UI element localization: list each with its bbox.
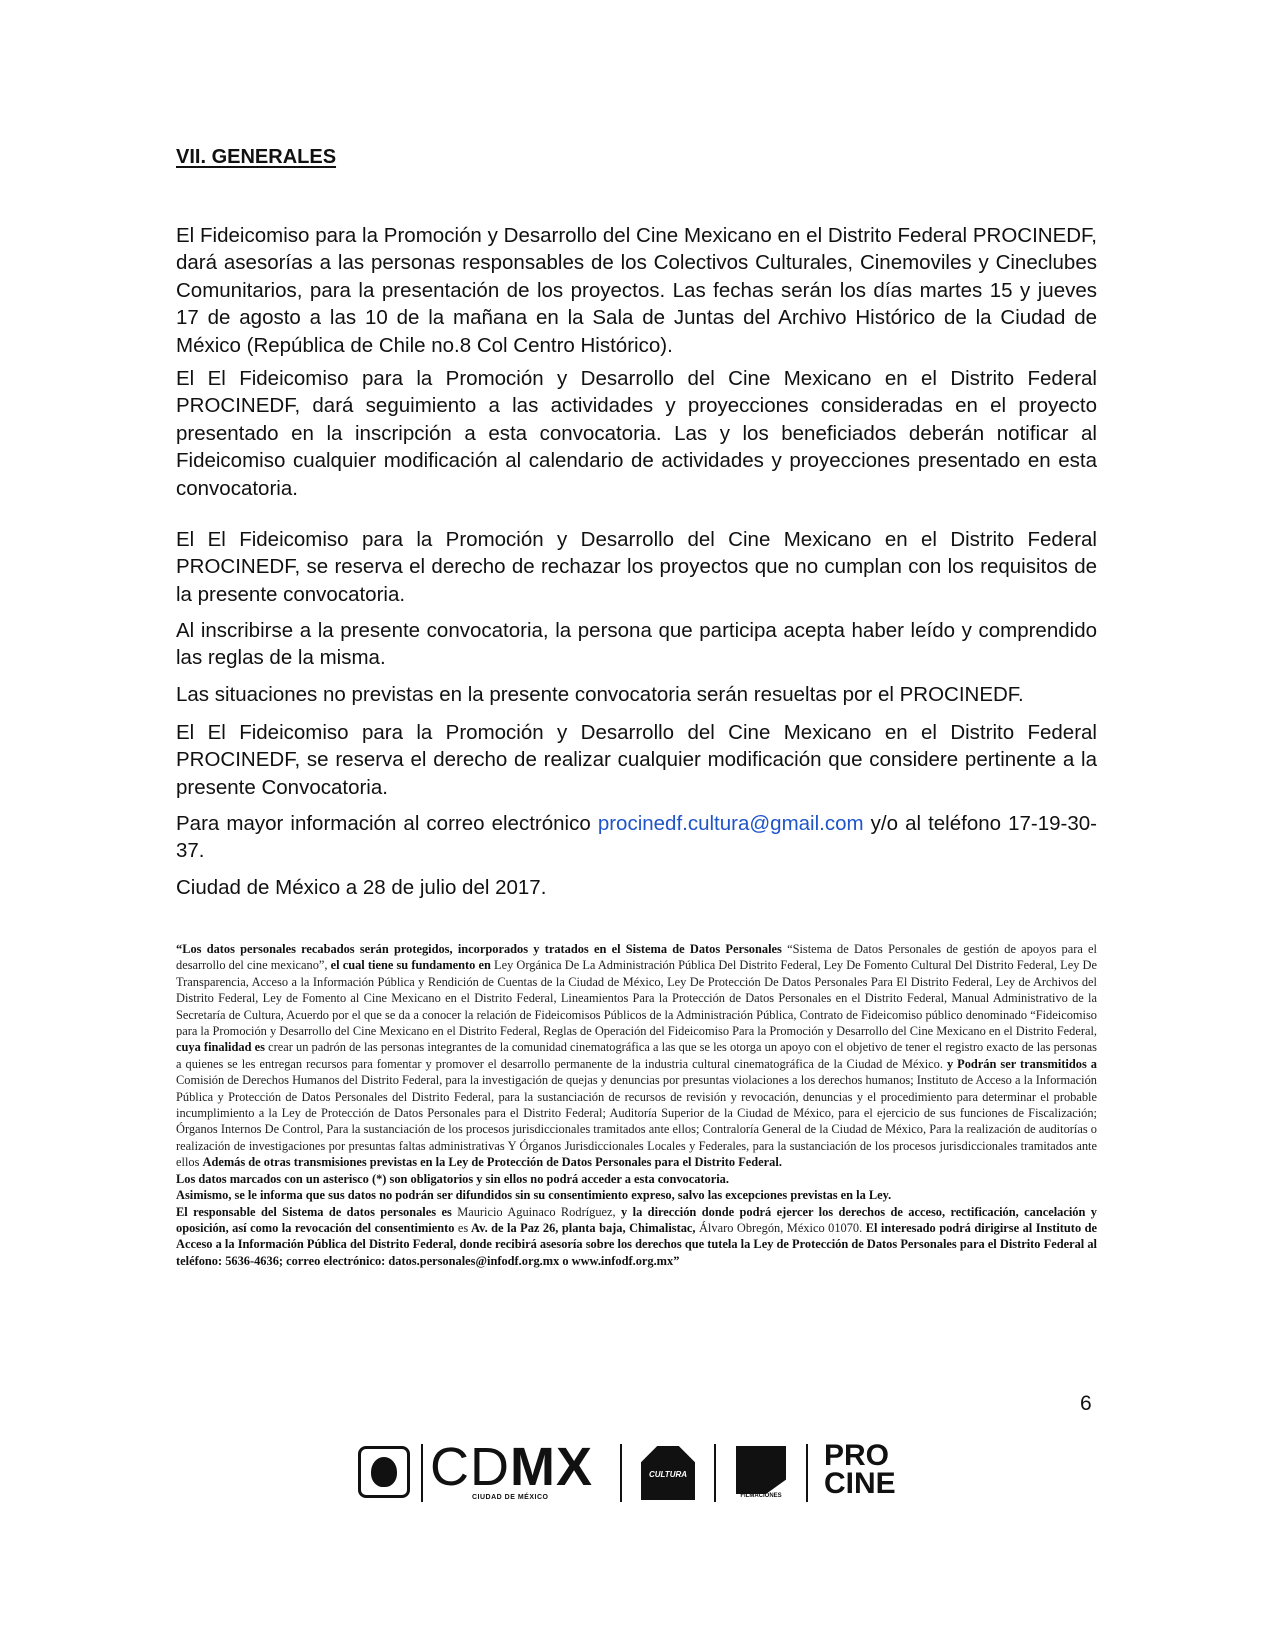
paragraph-seguimiento: El El Fideicomiso para la Promoción y Desarrollo del Cine Mexicano en el Distrito Federal PROCINEDF, dará seguimiento a las actividades y proyecciones consideradas en el proyecto presentado en la inscripción a esta convocatoria. Las y los beneficiados deberán notificar al Fideicomiso cualquier modificación al calendario de actividades y proyecciones presentado en esta convocatoria. xyxy=(176,367,1097,500)
privacy-paragraph-main: “Los datos personales recabados serán protegidos, incorporados y tratados en el Sistema de Datos Personales “Sistema de Datos Personales de gestión de apoyos para el desarrollo del cine mexicano”, el cual tiene su fundamento en Ley Orgánica De La Administración Pública Del Distrito Federal, Ley De Fomento Cultural Del Distrito Federal, Ley De Transparencia, Acceso a la Información Pública y Rendición de Cuentas de la Ciudad de México, Ley De Protección De Datos Personales Para El Distrito Federal, Ley de Archivos del Distrito Federal, Ley de Fomento al Cine Mexicano en el Distrito Federal, Lineamientos Para la Protección de Datos Personales en el Distrito Federal, Manual Administrativo de la Secretaría de Cultura, Acuerdo por el que se da a conocer la relación de Fideicomisos Públicos de la Administración Pública, Contrato de Fideicomiso público denominado “Fideicomiso para la Promoción y Desarrollo del Cine Mexicano en el Distrito Federal, Reglas de Operación del Fideicomiso Para la Promoción y Desarrollo del Cine Mexicano en el Distrito Federal, cuya finalidad es crear un padrón de las personas integrantes de la comunidad cinematográfica a las que se les otorga un apoyo con el objetivo de tener el registro exacto de las personas a quienes se les entregan recursos para fomentar y promover el desarrollo permanente de la industria cultural cinematográfica de la Ciudad de México. y Podrán ser transmitidos a Comisión de Derechos Humanos del Distrito Federal, para la investigación de quejas y denuncias por presuntas violaciones a los derechos humanos; Instituto de Acceso a la Información Pública y Protección de Datos Personales del Distrito Federal, para la sustanciación de recursos de revisión y revocación, denuncias y el procedimiento para determinar el probable incumplimiento a la Ley de Protección de Datos Personales para el Distrito Federal; Auditoría Superior de la Ciudad de México, para el ejercicio de sus funciones de Fiscalización; Órganos Internos De Control, Para la sustanciación de los procesos jurisdiccionales tramitados ante ellos; Contraloría General de la Ciudad de México, Para la realización de auditorías o realización de investigaciones por presuntas faltas administrativas Y Órganos Jurisdiccionales Locales y Federales, para la sustanciación de los procesos jurisdiccionales tramitados ante ellos Además de otras transmisiones previstas en la Ley de Protección de Datos Personales para el Distrito Federal. xyxy=(176,942,1098,1170)
paragraph-situaciones: Las situaciones no previstas en la presente convocatoria serán resueltas por el PROCINEDF. xyxy=(176,683,1024,706)
date-line: Ciudad de México a 28 de julio del 2017. xyxy=(176,876,547,899)
filmaciones-logo-text: FILMACIONES xyxy=(740,1493,782,1499)
paragraph-aceptacion: Al inscribirse a la presente convocatoria, la persona que participa acepta haber leído y comprendido las reglas de la misma. xyxy=(176,619,1097,670)
footer-logos xyxy=(358,1437,898,1504)
contact-text-after: y/o al teléfono 17-19-30-37. xyxy=(176,812,1097,863)
privacy-consent: Asimismo, se le informa que sus datos no podrán ser difundidos sin su consentimiento expreso, salvo las excepciones previstas en la Ley. xyxy=(176,1188,892,1203)
privacy-required-fields: Los datos marcados con un asterisco (*) son obligatorios y sin ellos no podrá acceder a esta convocatoria. xyxy=(176,1171,729,1186)
privacy-notice xyxy=(176,941,1097,1269)
cdmx-logo: CDMX xyxy=(430,1437,593,1497)
coat-of-arms-icon xyxy=(358,1446,410,1498)
paragraph-contacto xyxy=(176,810,1097,865)
filmaciones-logo-icon xyxy=(736,1446,786,1494)
paragraph-modificaciones: El El Fideicomiso para la Promoción y Desarrollo del Cine Mexicano en el Distrito Federal PROCINEDF, se reserva el derecho de realizar cualquier modificación que considere pertinente a la presente Convocatoria. xyxy=(176,721,1097,799)
paragraph-rechazo: El El Fideicomiso para la Promoción y Desarrollo del Cine Mexicano en el Distrito Federal PROCINEDF, se reserva el derecho de rechazar los proyectos que no cumplan con los requisitos de la presente convocatoria. xyxy=(176,528,1097,606)
logo-divider xyxy=(421,1444,423,1502)
cultura-logo-text: CULTURA xyxy=(648,1470,688,1479)
logo-divider xyxy=(714,1444,716,1502)
page-number: 6 xyxy=(1080,1392,1092,1415)
contact-email-link[interactable]: procinedf.cultura@gmail.com xyxy=(597,812,864,835)
contact-text-before: Para mayor información al correo electrónico xyxy=(176,812,598,835)
privacy-responsible: El responsable del Sistema de datos personales es Mauricio Aguinaco Rodríguez, y la dirección donde podrá ejercer los derechos de acceso, rectificación, cancelación y oposición, así como la revocación del consentimiento es Av. de la Paz 26, planta baja, Chimalistac, Álvaro Obregón, México 01070. El interesado podrá dirigirse al Instituto de Acceso a la Información Pública del Distrito Federal, donde recibirá asesoría sobre los derechos que tutela la Ley de Protección de Datos Personales para el Distrito Federal al teléfono: 5636-4636; correo electrónico: datos.personales@infodf.org.mx o www.infodf.org.mx” xyxy=(176,1204,1098,1268)
section-title: VII. GENERALES xyxy=(176,146,337,168)
paragraph-asesorias: El Fideicomiso para la Promoción y Desarrollo del Cine Mexicano en el Distrito Federal PROCINEDF, dará asesorías a las personas responsables de los Colectivos Culturales, Cinemoviles y Cineclubes Comunitarios, para la presentación de los proyectos. Las fechas serán los días martes 15 y jueves 17 de agosto a las 10 de la mañana en la Sala de Juntas del Archivo Histórico de la Ciudad de México (República de Chile no.8 Col Centro Histórico). xyxy=(176,224,1097,357)
logo-divider xyxy=(620,1444,622,1502)
cdmx-subtitle: CIUDAD DE MÉXICO xyxy=(472,1494,549,1501)
procine-logo: PRO CINE xyxy=(824,1439,896,1500)
logo-divider xyxy=(806,1444,808,1502)
